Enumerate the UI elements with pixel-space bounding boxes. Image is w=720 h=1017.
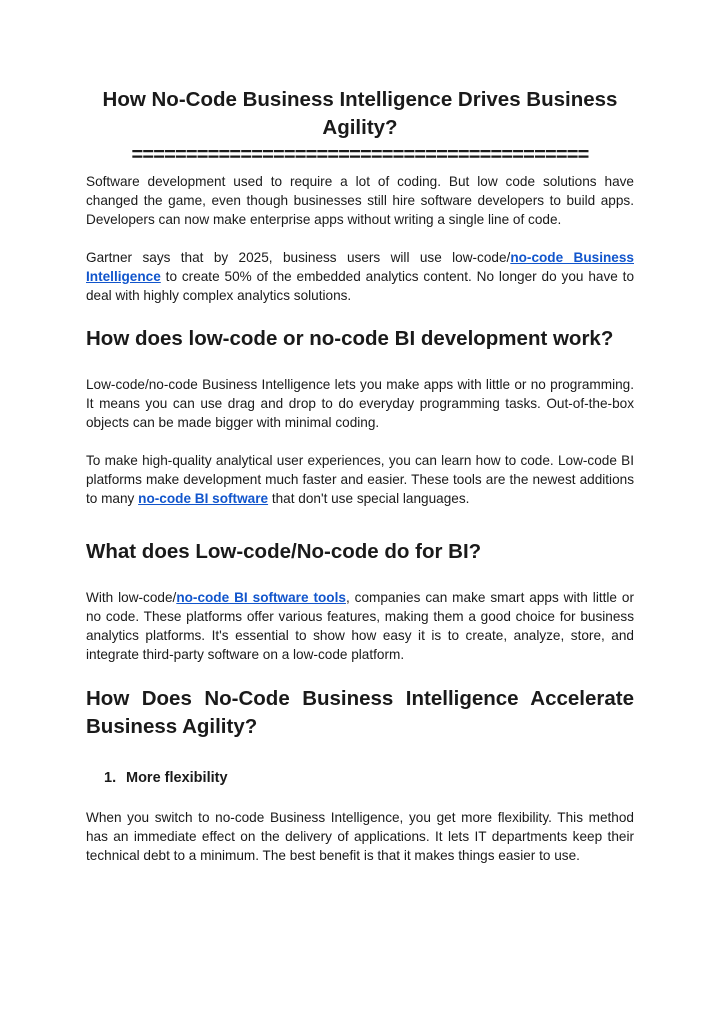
title-underline-rule: ========================================== [131,144,589,166]
section-heading-how-it-works: How does low-code or no-code BI development work? [86,327,614,350]
list-item [104,768,634,788]
document-page [0,86,720,1017]
paragraph-intro: Software development used to require a lot of coding. But low code solutions have changed the game, even though businesses still hire software developers to build apps. Developers can now make enterprise apps without writing a single line of code. [86,174,634,227]
paragraph-text: to create 50% of the embedded analytics content. No longer do you have to deal with highly complex analytics solutions. [86,269,634,303]
paragraph-text: that don't use special languages. [268,491,470,506]
list-number: 1. [104,770,117,786]
paragraph-analytical-experiences [86,451,634,508]
no-code-bi-software-tools-link[interactable]: no-code BI software tools [176,590,346,605]
section-heading-what-it-does: What does Low-code/No-code do for BI? [86,540,482,563]
paragraph-flexibility: When you switch to no-code Business Intelligence, you get more flexibility. This method has an immediate effect on the delivery of applications. It lets IT departments keep their technical debt to a minimum. The best benefit is that it makes things easier to use. [86,810,634,863]
paragraph-smart-apps [86,588,634,664]
paragraph-text: , companies can make smart apps with little or no code. These platforms offer various features, making them a good choice for business analytics platforms. It's essential to show how easy it is to create, analyze, store, and integrate third-party software on a low-code platform. [86,590,634,662]
no-code-bi-software-link[interactable]: no-code BI software [138,491,269,506]
section-heading-agility: How Does No-Code Business Intelligence Accelerate Business Agility? [86,687,634,738]
document-title: How No-Code Business Intelligence Drives Business Agility? [102,88,618,139]
paragraph-text: With low-code/ [86,590,177,605]
paragraph-text: To make high-quality analytical user experiences, you can learn how to code. Low-code BI platforms make development much faster and easier. These tools are the newest additions to many [86,453,634,506]
no-code-bi-link[interactable]: no-code Business Intelligence [86,250,634,284]
paragraph-text: Gartner says that by 2025, business users will use low-code/ [86,250,511,265]
paragraph-gartner [86,248,634,305]
paragraph-lowcode-definition: Low-code/no-code Business Intelligence lets you make apps with little or no programming. It means you can use drag and drop to do everyday programming tasks. Out-of-the-box objects can be made bigger with minimal coding. [86,377,634,430]
list-item-label: More flexibility [126,770,228,786]
